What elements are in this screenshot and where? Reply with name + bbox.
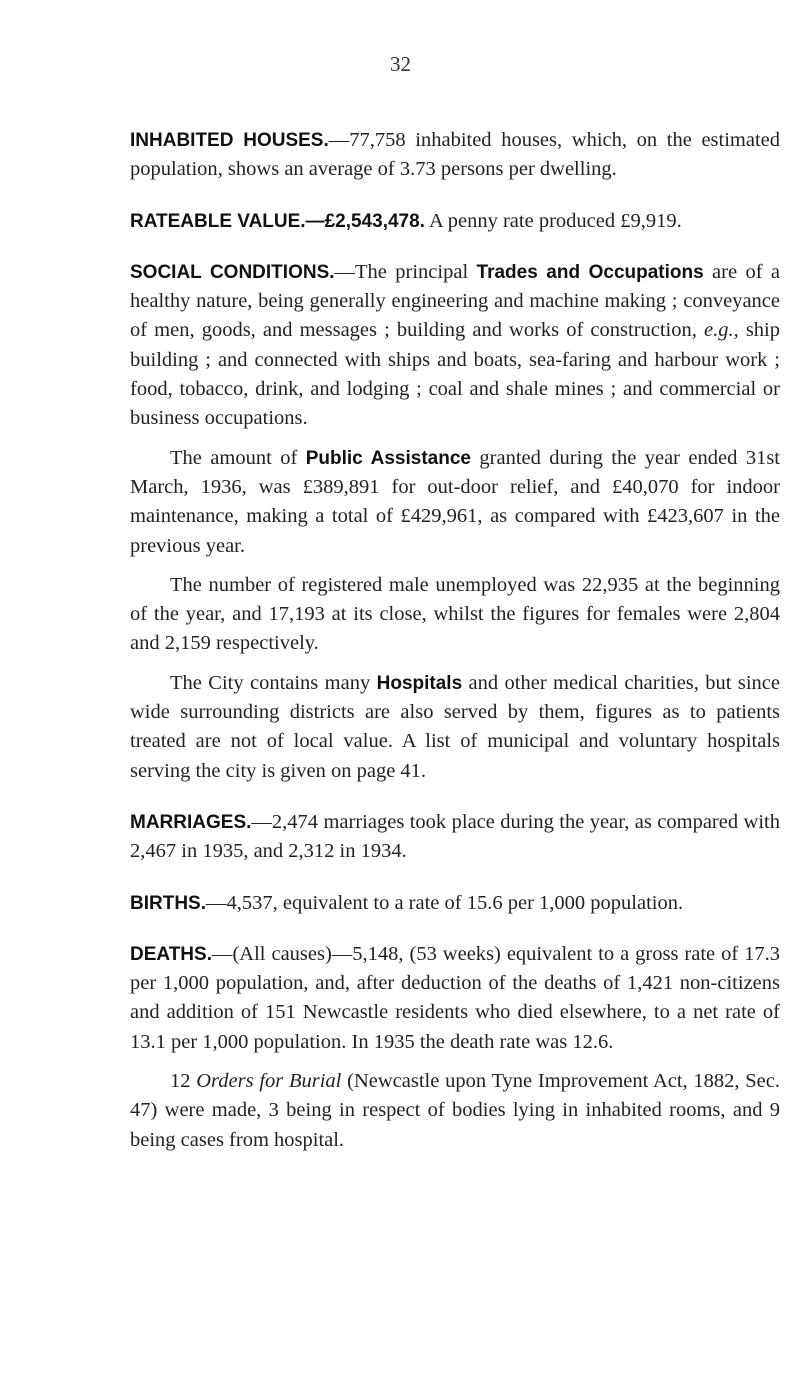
inhabited-houses-text: —77,758 inhabited houses, which, on the estimated population, shows an average of 3.73 persons per dwelling. [130, 129, 780, 181]
hospitals-text-2: and other medical charities, but since wide surrounding districts are also served by them, figures as to patients treated are not of local value. A list of municipal and voluntary hospitals serving the city is given on page 41. [130, 671, 781, 782]
births-paragraph [130, 889, 780, 918]
marriages-paragraph [130, 808, 780, 867]
marriages-heading: MARRIAGES. [130, 811, 252, 833]
deaths-paragraph [130, 940, 780, 1057]
deaths-text: —(All causes)—5,148, (53 weeks) equivalent to a gross rate of 17.3 per 1,000 population, and, after deduction of the deaths of 1,421 non-citizens and addition of 151 Newcastle residents who died elsewhere, to a net rate of 13.1 per 1,000 population. In 1935 the death rate was 12.6. [130, 942, 780, 1053]
births-text: —4,537, equivalent to a rate of 15.6 per 1,000 population. [206, 891, 684, 914]
orders-for-burial-term: Orders for Burial [196, 1070, 342, 1093]
social-conditions-text: —The principal [334, 260, 477, 283]
public-assistance-term: Public Assistance [305, 447, 471, 469]
social-conditions-paragraph [130, 258, 780, 434]
page-number: 32 [390, 52, 411, 76]
inhabited-houses-paragraph [130, 126, 780, 185]
trades-occupations-term: Trades and Occupations [476, 261, 704, 283]
rateable-value-amount: —£2,543,478. [305, 210, 425, 232]
rateable-value-paragraph [130, 207, 780, 236]
burial-orders-text-2: (Newcastle upon Tyne Improvement Act, 1882, Sec. 47) were made, 3 being in respect of bodies lying in inhabited rooms, and 9 being cases from hospital. [130, 1070, 781, 1151]
social-conditions-text-2: are of a healthy nature, being generally engineering and machine making ; conveyance of men, goods, and messages ; building and works of construction, [130, 260, 781, 342]
hospitals-term: Hospitals [376, 672, 463, 694]
public-assistance-text: The amount of [170, 446, 306, 469]
page-body [130, 126, 780, 1177]
births-heading: BIRTHS. [130, 892, 206, 914]
social-conditions-heading: SOCIAL CONDITIONS. [130, 261, 335, 283]
hospitals-text: The City contains many [170, 671, 377, 694]
rateable-value-heading: RATEABLE VALUE. [130, 210, 306, 232]
inhabited-houses-heading: INHABITED HOUSES. [130, 130, 329, 151]
burial-orders-text: 12 [170, 1070, 197, 1093]
rateable-value-text: A penny rate produced £9,919. [424, 209, 682, 232]
public-assistance-text-2: granted during the year ended 31st March, 1936, was £389,891 for out-door relief, and £40,070 for indoor maintenance, making a total of £429,961, as compared with £423,607 in the previous year. [130, 446, 780, 557]
eg-abbreviation: e.g., [703, 319, 739, 342]
burial-orders-paragraph [130, 1067, 780, 1155]
marriages-text: —2,474 marriages took place during the year, as compared with 2,467 in 1935, and 2,312 in 1934. [130, 810, 780, 863]
public-assistance-paragraph [130, 444, 780, 561]
deaths-heading: DEATHS. [130, 943, 212, 965]
unemployed-paragraph: The number of registered male unemployed was 22,935 at the beginning of the year, and 17,193 at its close, whilst the figures for females were 2,804 and 2,159 respectively. [130, 573, 780, 655]
social-conditions-text-3: ship building ; and connected with ships and boats, sea-faring and harbour work ; food, tobacco, drink, and lodging ; coal and shale mines ; and commercial or business occupations. [130, 319, 780, 430]
hospitals-paragraph [130, 669, 780, 786]
